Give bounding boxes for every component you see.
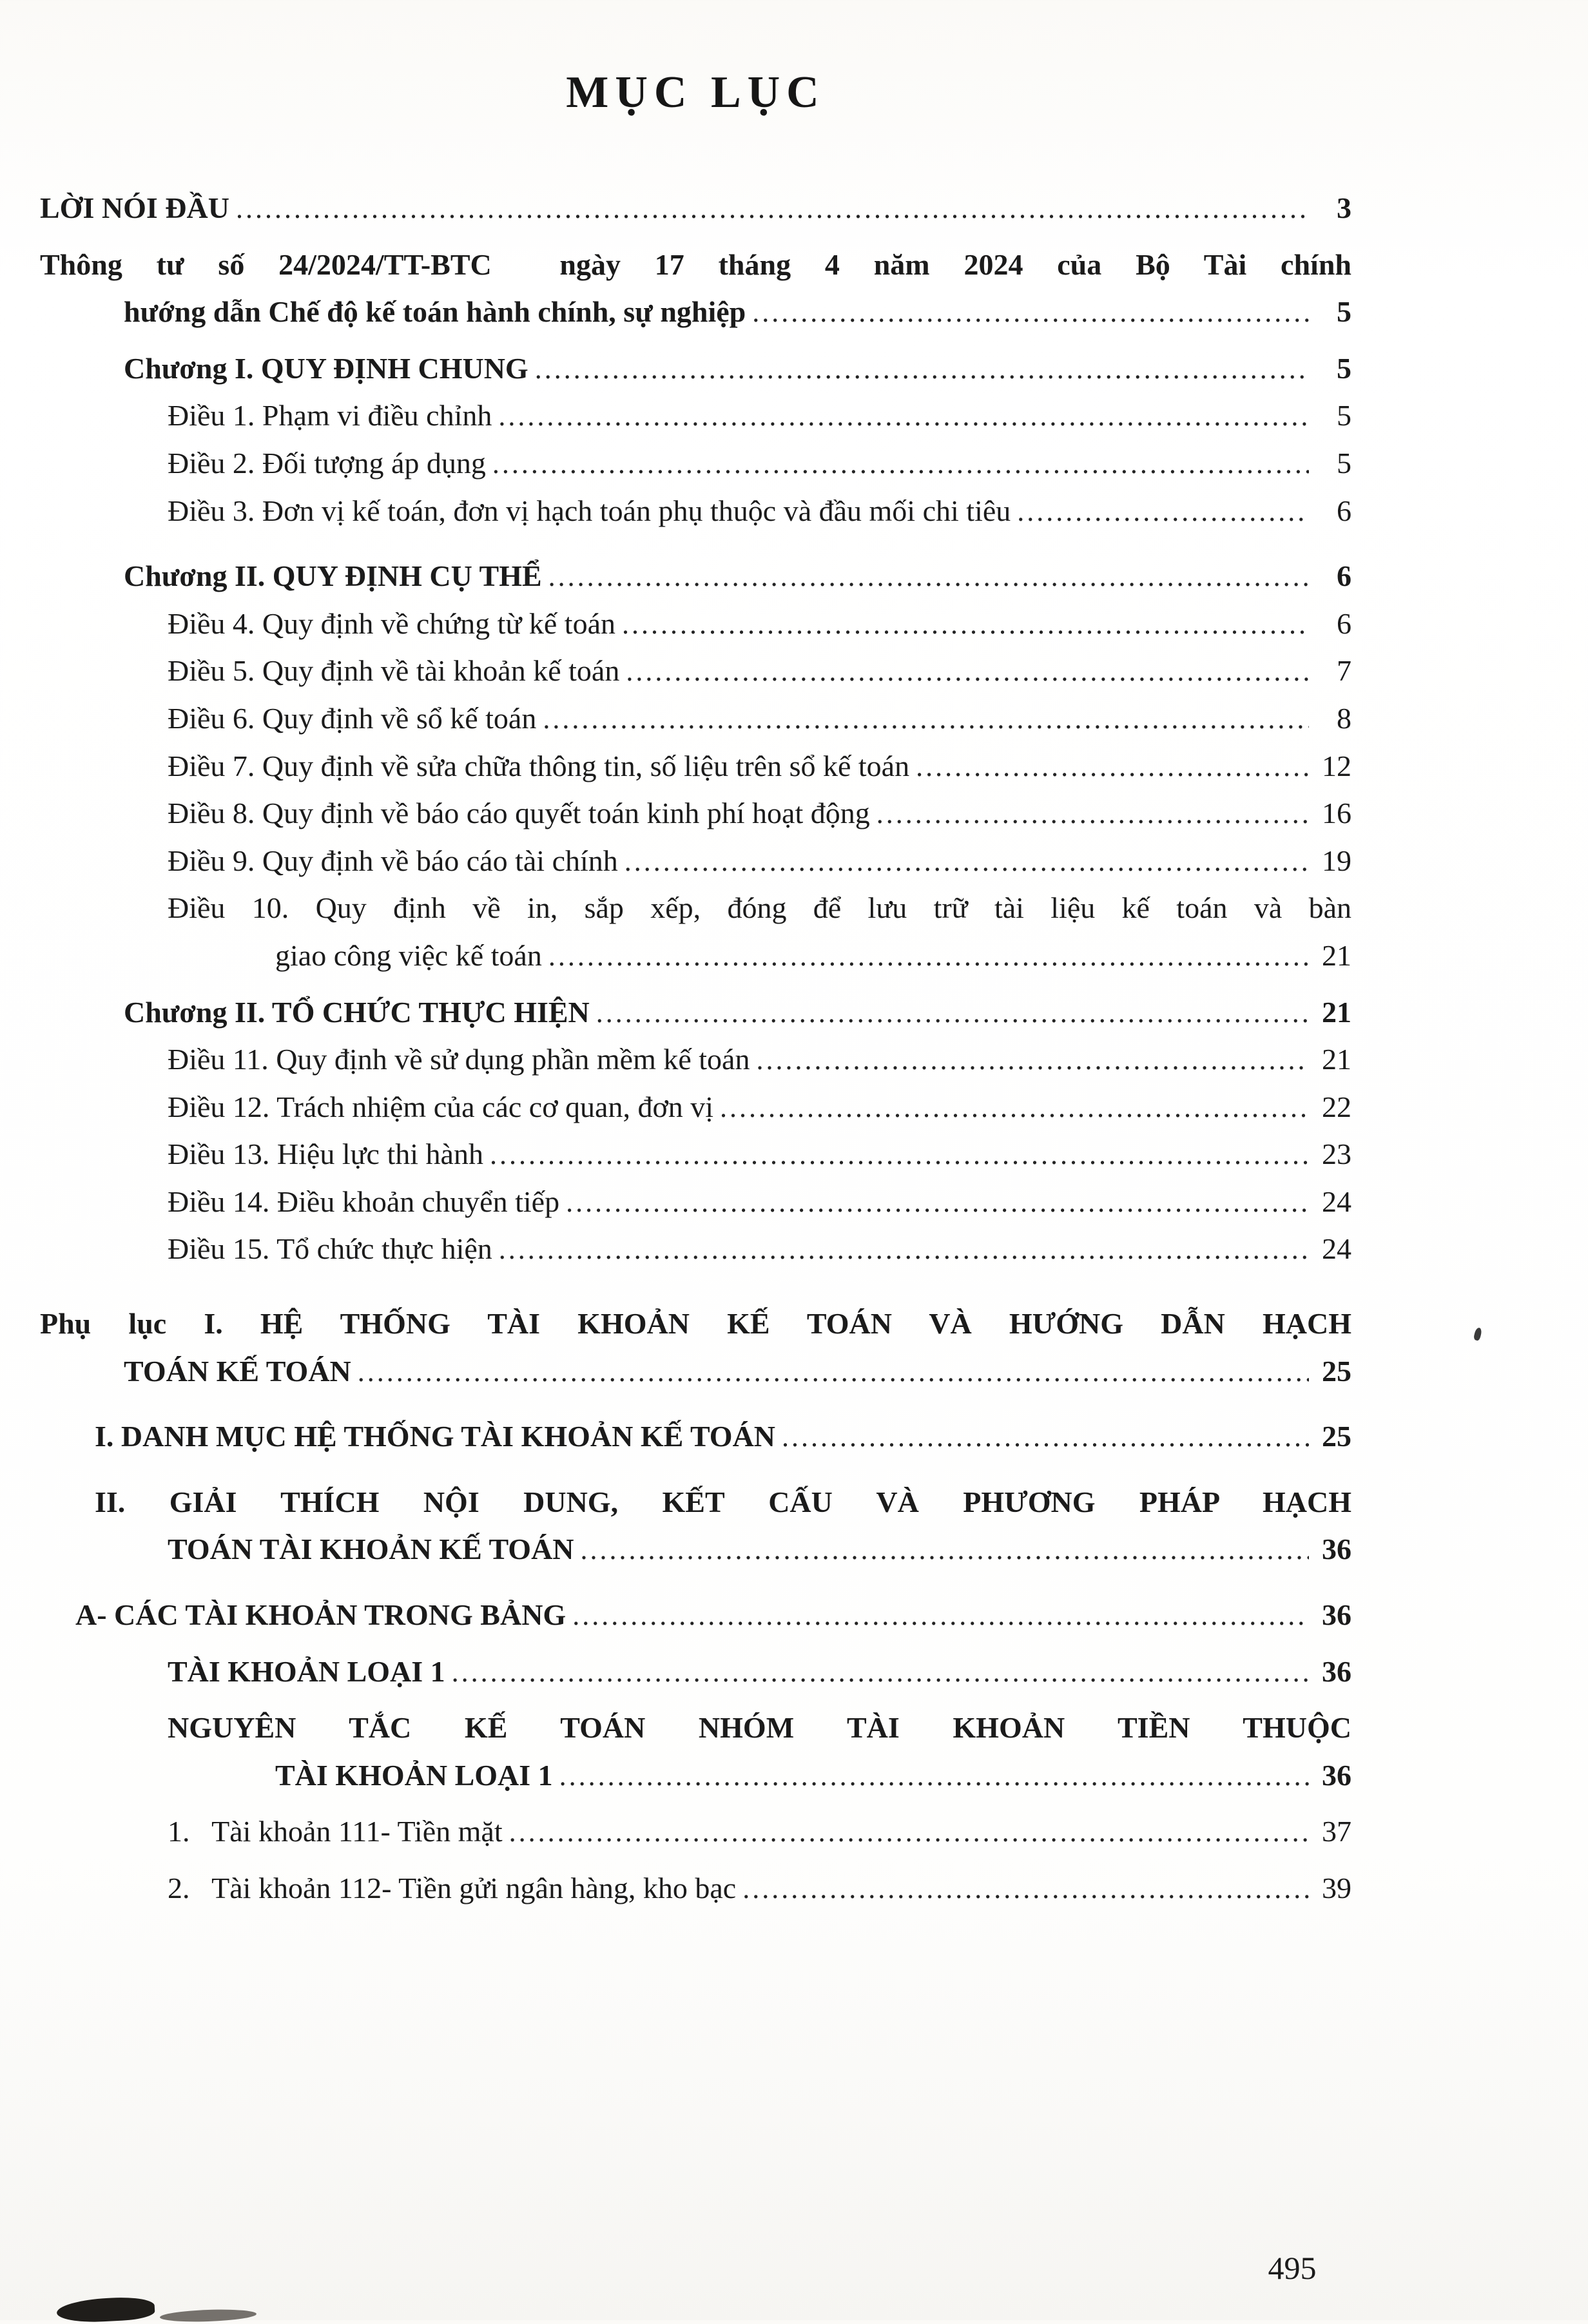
toc-entry-line xyxy=(40,184,1351,232)
toc-entry xyxy=(40,742,1351,790)
toc-entry-line xyxy=(40,742,1351,790)
toc-entry xyxy=(40,1648,1351,1696)
toc-entry-line xyxy=(40,1178,1351,1226)
toc-entry-text: Điều 15. Tổ chức thực hiện xyxy=(168,1232,492,1266)
toc-entry-text: Điều 1. Phạm vi điều chỉnh xyxy=(168,399,492,432)
toc-entry-line xyxy=(40,989,1351,1036)
toc-page-number: 7 xyxy=(1337,654,1351,688)
toc-entry-line xyxy=(40,1648,1351,1696)
toc-entry-line xyxy=(40,288,1351,336)
toc-entry xyxy=(40,600,1351,648)
toc-entry xyxy=(40,647,1351,695)
toc-entry-text: TOÁN TÀI KHOẢN KẾ TOÁN xyxy=(168,1533,574,1566)
toc-entry xyxy=(40,1704,1351,1799)
toc-entry-line xyxy=(40,600,1351,648)
toc-entry-line xyxy=(40,1348,1351,1395)
toc-entry-text: Chương II. QUY ĐỊNH CỤ THỂ xyxy=(124,559,542,593)
toc-entry-text: 2. Tài khoản 112- Tiền gửi ngân hàng, kho bạc xyxy=(168,1872,737,1904)
toc-entry xyxy=(40,184,1351,232)
toc-entry-text: Thông tư số 24/2024/TT-BTC ngày 17 tháng 4 năm 2024 của Bộ Tài chính xyxy=(40,247,1351,281)
toc-entry xyxy=(40,1413,1351,1460)
toc-entry-text: Điều 10. Quy định về in, sắp xếp, đóng để lưu trữ tài liệu kế toán và bàn xyxy=(168,891,1351,925)
toc-entry-text: Điều 13. Hiệu lực thi hành xyxy=(168,1138,483,1171)
toc-entry xyxy=(40,1300,1351,1395)
toc-entry-line xyxy=(40,837,1351,885)
toc-entry-line xyxy=(40,647,1351,695)
toc-page-number: 24 xyxy=(1322,1185,1351,1218)
dot-leader xyxy=(351,1348,1309,1395)
toc-page-number: 3 xyxy=(1337,191,1351,224)
toc-entry-text: hướng dẫn Chế độ kế toán hành chính, sự nghiệp xyxy=(124,295,746,329)
toc-entry-line xyxy=(40,552,1351,600)
page-title: MỤC LỤC xyxy=(566,68,826,117)
toc-entry-text: TOÁN KẾ TOÁN xyxy=(124,1354,351,1388)
toc-entry xyxy=(40,1864,1351,1912)
dot-leader xyxy=(619,647,1309,695)
dot-leader xyxy=(574,1525,1309,1573)
toc-entry xyxy=(40,1083,1351,1131)
dot-leader xyxy=(1011,487,1309,535)
dot-leader xyxy=(483,1130,1309,1178)
dot-leader xyxy=(566,1591,1309,1639)
toc-entry-line xyxy=(40,1225,1351,1273)
toc-entry xyxy=(40,989,1351,1036)
dot-leader xyxy=(492,392,1309,440)
toc-page-number: 21 xyxy=(1322,938,1351,972)
scan-smudge-artifact xyxy=(56,2296,155,2324)
dot-leader xyxy=(542,932,1309,980)
toc-entry xyxy=(40,837,1351,885)
toc-page-number: 39 xyxy=(1322,1872,1351,1904)
dot-leader xyxy=(775,1413,1309,1460)
toc-entry-text: 1. Tài khoản 111- Tiền mặt xyxy=(168,1815,503,1848)
toc-entry-line xyxy=(40,1808,1351,1855)
toc-entry-text: giao công việc kế toán xyxy=(275,938,542,972)
toc-entry-line xyxy=(40,932,1351,980)
toc-entry-text: Điều 3. Đơn vị kế toán, đơn vị hạch toán phụ thuộc và đầu mối chi tiêu xyxy=(168,494,1011,527)
toc-entry-line xyxy=(40,789,1351,837)
toc-entry-text: TÀI KHOẢN LOẠI 1 xyxy=(275,1758,553,1792)
dot-leader xyxy=(536,695,1309,742)
toc-entry-line xyxy=(40,1864,1351,1912)
toc-page-number: 22 xyxy=(1322,1090,1351,1123)
toc-page-number: 19 xyxy=(1322,844,1351,877)
toc-entry-text: II. GIẢI THÍCH NỘI DUNG, KẾT CẤU VÀ PHƯƠNG PHÁP HẠCH xyxy=(95,1485,1351,1518)
toc-page-number: 6 xyxy=(1337,494,1351,527)
toc-entry-text: Điều 9. Quy định về báo cáo tài chính xyxy=(168,844,618,877)
toc-page-number: 23 xyxy=(1322,1138,1351,1171)
dot-leader xyxy=(746,288,1309,336)
toc-entry xyxy=(40,695,1351,742)
toc-entry-text: Điều 8. Quy định về báo cáo quyết toán kinh phí hoạt động xyxy=(168,797,870,830)
dot-leader xyxy=(615,600,1309,648)
toc-entry-text: A- CÁC TÀI KHOẢN TRONG BẢNG xyxy=(75,1598,566,1632)
toc-page-number: 24 xyxy=(1322,1232,1351,1266)
toc-entry-line xyxy=(40,392,1351,440)
toc-page-number: 5 xyxy=(1337,351,1351,385)
toc-entry xyxy=(40,1225,1351,1273)
toc-page-number: 36 xyxy=(1322,1758,1351,1792)
toc-entry-text: LỜI NÓI ĐẦU xyxy=(40,191,229,224)
toc-entry-text: Điều 12. Trách nhiệm của các cơ quan, đơn vị xyxy=(168,1090,714,1123)
toc-entry xyxy=(40,345,1351,392)
dot-leader xyxy=(559,1178,1309,1226)
toc-page-number: 16 xyxy=(1322,797,1351,830)
toc-entry-line xyxy=(40,1130,1351,1178)
dot-leader xyxy=(750,1036,1309,1083)
toc-entry xyxy=(40,241,1351,336)
scan-smudge-artifact xyxy=(160,2308,257,2323)
toc-entry-text: Chương I. QUY ĐỊNH CHUNG xyxy=(124,351,528,385)
toc-entry xyxy=(40,1036,1351,1083)
dot-leader xyxy=(445,1648,1309,1696)
toc-page-number: 25 xyxy=(1322,1354,1351,1388)
toc-page-number: 21 xyxy=(1322,1043,1351,1076)
toc-page-number: 36 xyxy=(1322,1654,1351,1688)
toc-page-number: 37 xyxy=(1322,1815,1351,1848)
toc-entry-line xyxy=(40,1036,1351,1083)
dot-leader xyxy=(590,989,1309,1036)
dot-leader xyxy=(486,440,1309,487)
toc-page-number: 6 xyxy=(1337,606,1351,640)
toc-entry xyxy=(40,884,1351,979)
toc-entry-line xyxy=(40,1083,1351,1131)
toc-entry-line xyxy=(40,1752,1351,1799)
toc-entry-line xyxy=(40,440,1351,487)
toc-page-number: 5 xyxy=(1337,446,1351,479)
toc-entry-text: Điều 6. Quy định về sổ kế toán xyxy=(168,701,537,735)
dot-leader xyxy=(618,837,1309,885)
toc-entry-text: Điều 7. Quy định về sửa chữa thông tin, số liệu trên sổ kế toán xyxy=(168,749,910,782)
toc-entry-line xyxy=(40,1525,1351,1573)
scan-speck-artifact xyxy=(1473,1327,1483,1341)
toc-entry-line xyxy=(40,1413,1351,1460)
dot-leader xyxy=(713,1083,1309,1131)
toc-entry-line xyxy=(40,345,1351,392)
toc-entry-text: Điều 2. Đối tượng áp dụng xyxy=(168,446,486,479)
toc-entry-text: Điều 4. Quy định về chứng từ kế toán xyxy=(168,606,616,640)
toc-entry-text: Phụ lục I. HỆ THỐNG TÀI KHOẢN KẾ TOÁN VÀ HƯỚNG DẪN HẠCH xyxy=(40,1307,1351,1341)
toc-page-number: 12 xyxy=(1322,749,1351,782)
toc-page-number: 5 xyxy=(1337,295,1351,329)
toc-entry-line xyxy=(40,1591,1351,1639)
toc-page-number: 36 xyxy=(1322,1533,1351,1566)
toc-entry-text: Chương II. TỔ CHỨC THỰC HIỆN xyxy=(124,995,590,1029)
toc-entry-text: Điều 14. Điều khoản chuyển tiếp xyxy=(168,1185,560,1218)
toc-list xyxy=(40,184,1351,1912)
dot-leader xyxy=(553,1752,1309,1799)
toc-entry xyxy=(40,1478,1351,1573)
toc-entry-text: I. DANH MỤC HỆ THỐNG TÀI KHOẢN KẾ TOÁN xyxy=(95,1420,776,1453)
toc-page-number: 21 xyxy=(1322,995,1351,1029)
toc-entry-text: NGUYÊN TẮC KẾ TOÁN NHÓM TÀI KHOẢN TIỀN THUỘC xyxy=(168,1711,1351,1745)
dot-leader xyxy=(229,184,1309,232)
toc-page-number: 5 xyxy=(1337,399,1351,432)
folio-page-number: 495 xyxy=(1268,2250,1317,2286)
toc-entry-line xyxy=(40,695,1351,742)
toc-entry xyxy=(40,552,1351,600)
toc-entry xyxy=(40,1178,1351,1226)
toc-entry-line xyxy=(40,487,1351,535)
toc-page-number: 25 xyxy=(1322,1420,1351,1453)
toc-entry xyxy=(40,392,1351,440)
toc-entry-text: Điều 5. Quy định về tài khoản kế toán xyxy=(168,654,620,688)
toc-entry-text: TÀI KHOẢN LOẠI 1 xyxy=(168,1654,445,1688)
toc-entry xyxy=(40,1808,1351,1855)
dot-leader xyxy=(909,742,1309,790)
toc-entry-text: Điều 11. Quy định về sử dụng phần mềm kế toán xyxy=(168,1043,750,1076)
toc-entry xyxy=(40,487,1351,535)
dot-leader xyxy=(736,1864,1309,1912)
toc-page-number: 8 xyxy=(1337,701,1351,735)
dot-leader xyxy=(542,552,1309,600)
toc-page xyxy=(40,45,1351,1912)
dot-leader xyxy=(492,1225,1309,1273)
toc-entry xyxy=(40,789,1351,837)
dot-leader xyxy=(528,345,1309,392)
dot-leader xyxy=(503,1808,1309,1855)
dot-leader xyxy=(870,789,1309,837)
toc-entry xyxy=(40,440,1351,487)
toc-entry xyxy=(40,1591,1351,1639)
toc-page-number: 6 xyxy=(1337,559,1351,593)
toc-entry xyxy=(40,1130,1351,1178)
toc-page-number: 36 xyxy=(1322,1598,1351,1632)
